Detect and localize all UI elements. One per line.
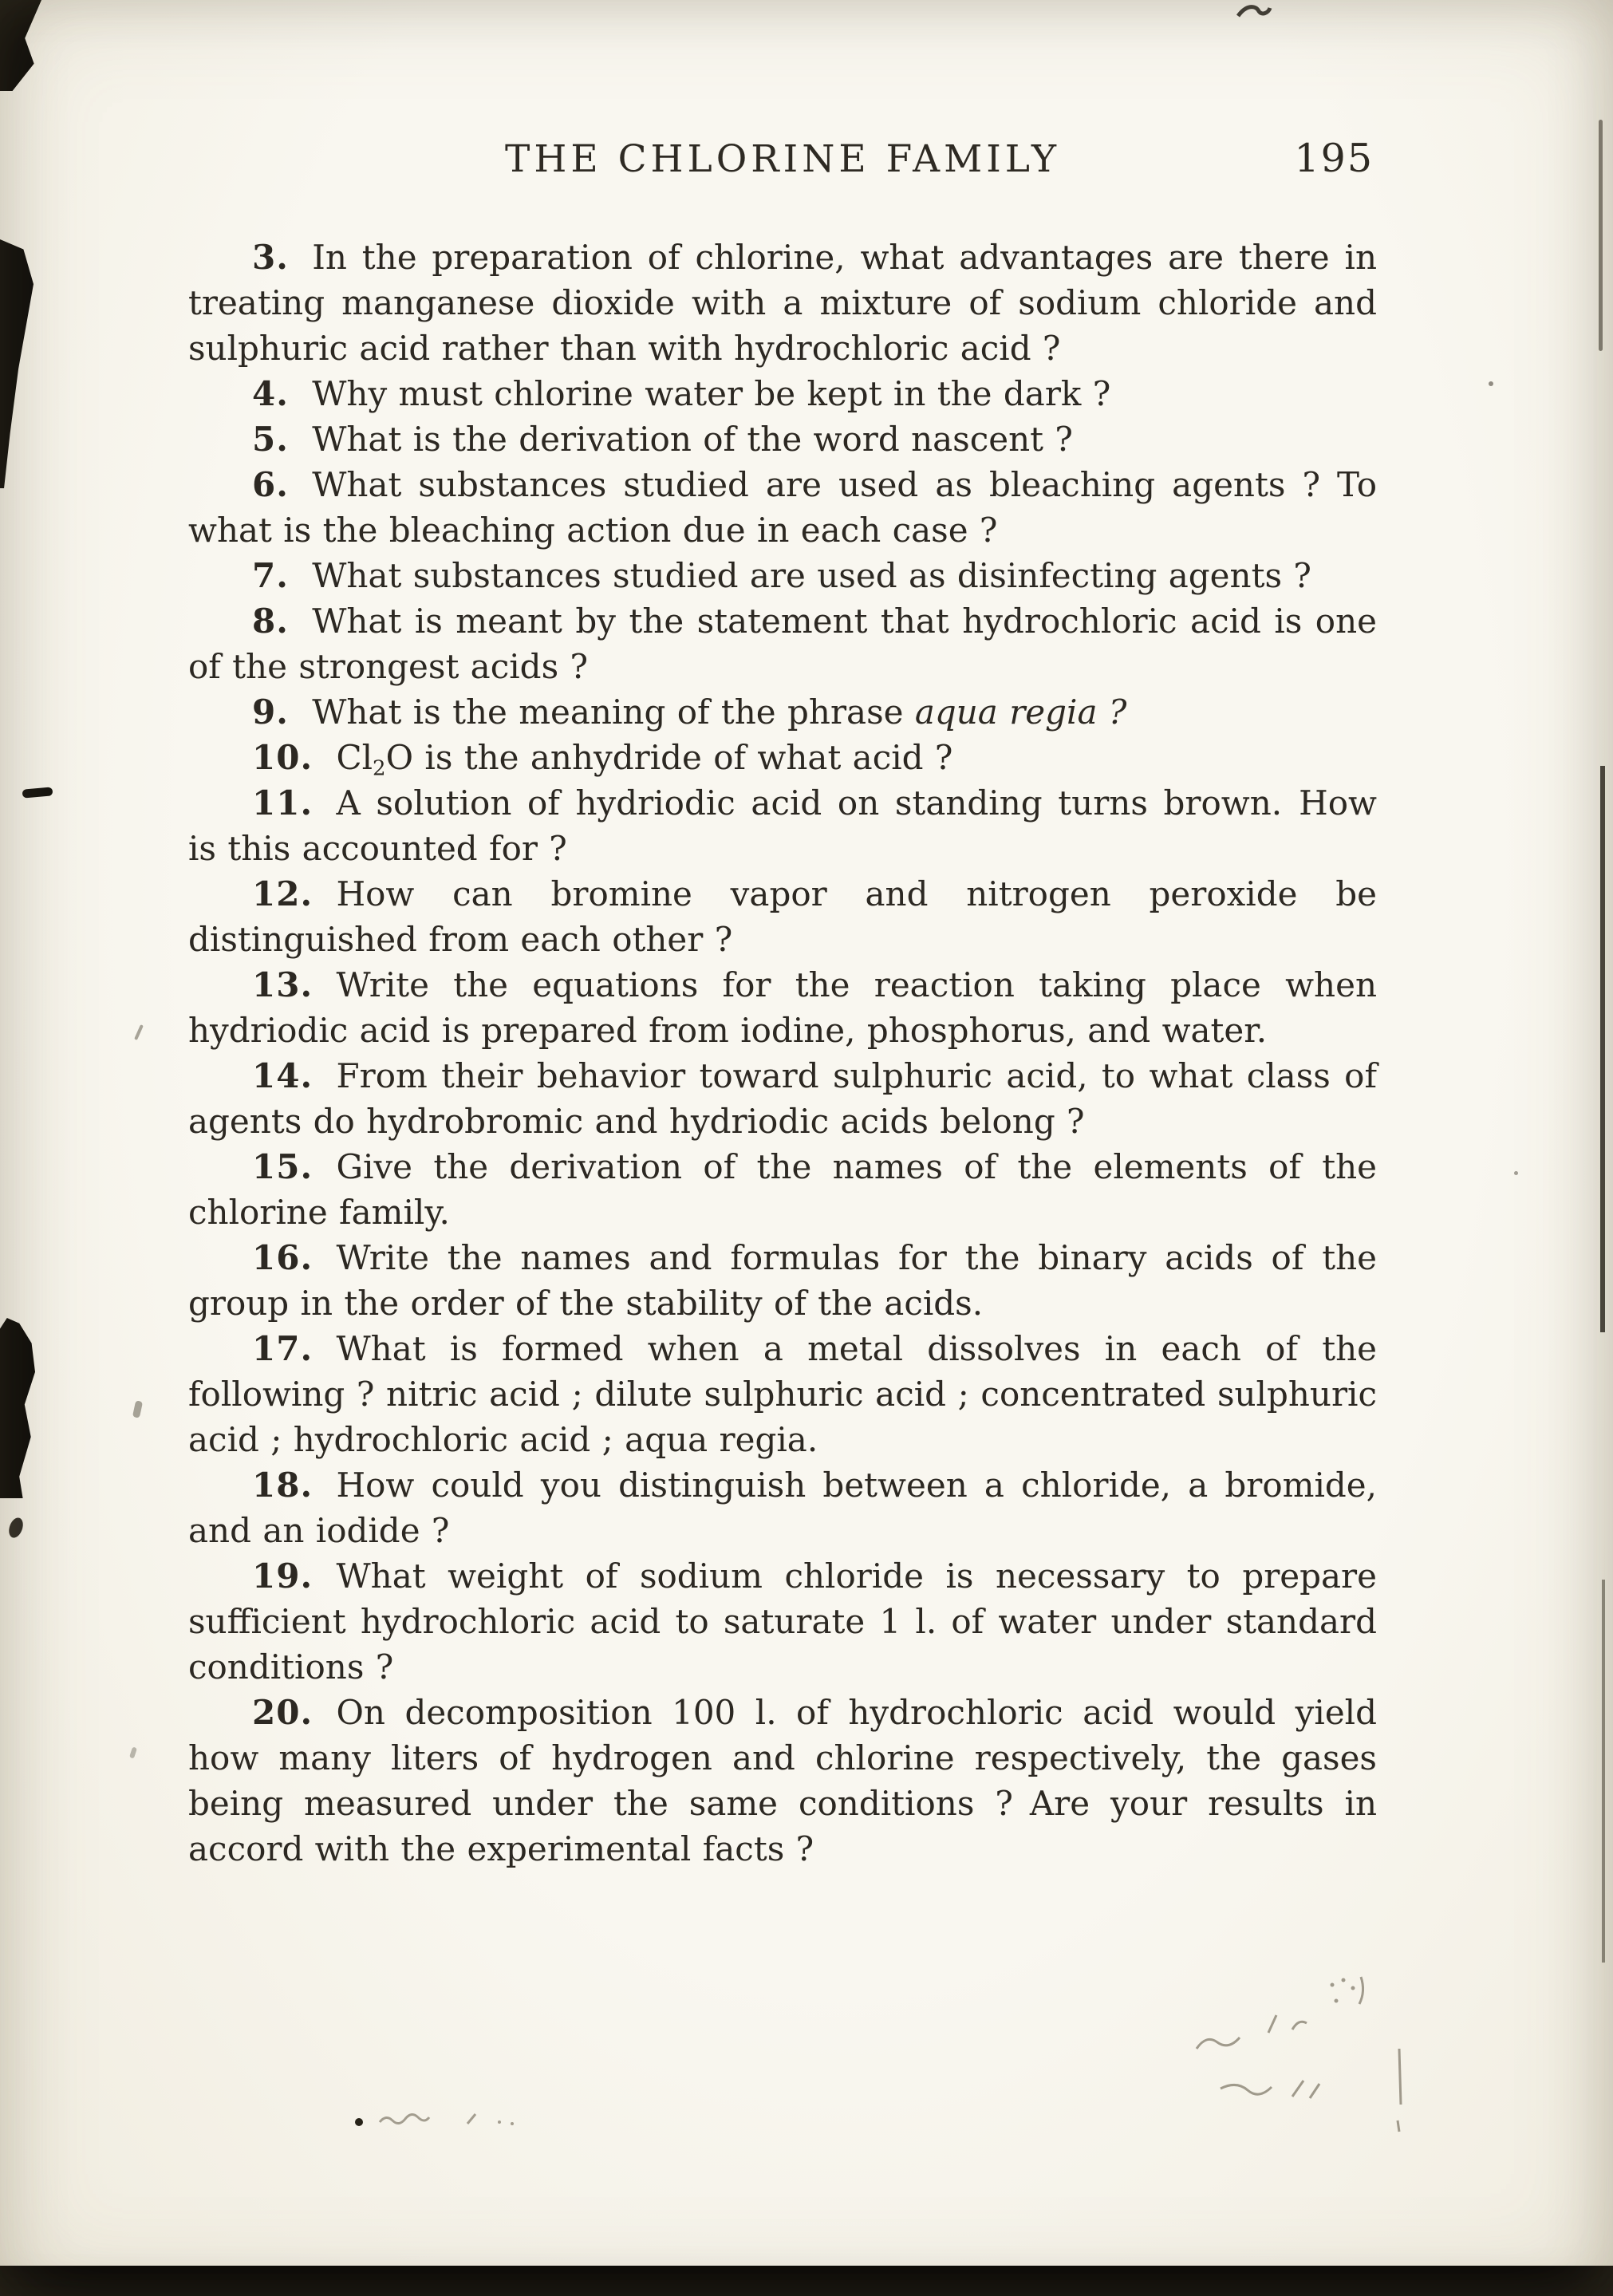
question-number: 7.: [252, 556, 289, 595]
question-7: [188, 553, 1377, 598]
question-number: 17.: [252, 1329, 314, 1368]
question-text: Write the equations for the reaction taking place when hydriodic acid is prepared from iodine, phosphorus, and water.: [188, 965, 1377, 1050]
question-text: What is the derivation of the word nascent ?: [312, 420, 1073, 459]
running-title: THE CHLORINE FAMILY: [505, 137, 1060, 181]
scan-artifact-tick: [132, 1400, 143, 1418]
question-4: [188, 371, 1377, 416]
scan-artifact-bottom-marks: [348, 2103, 531, 2138]
scan-artifact-dot: [1489, 381, 1493, 386]
question-number: 3.: [252, 238, 289, 277]
question-text: How could you distinguish between a chloride, a bromide, and an iodide ?: [188, 1466, 1377, 1550]
question-number: 18.: [252, 1466, 314, 1505]
question-number: 10.: [252, 738, 314, 777]
question-number: 4.: [252, 374, 289, 413]
question-12: [188, 871, 1377, 962]
question-11: [188, 780, 1377, 871]
question-text: A solution of hydriodic acid on standing turns brown. How is this accounted for ?: [188, 783, 1377, 868]
question-number: 12.: [252, 874, 314, 913]
question-20: [188, 1690, 1377, 1872]
scan-artifact-top-scribble: [1235, 2, 1273, 22]
question-text: Write the names and formulas for the binary acids of the group in the order of the stability of the acids.: [188, 1238, 1377, 1323]
question-number: 16.: [252, 1238, 314, 1277]
question-text: How can bromine vapor and nitrogen peroxide be distinguished from each other ?: [188, 874, 1377, 959]
question-text: Give the derivation of the names of the elements of the chlorine family.: [188, 1147, 1377, 1232]
question-13: [188, 962, 1377, 1053]
question-14: [188, 1053, 1377, 1144]
question-3: [188, 235, 1377, 371]
question-number: 6.: [252, 465, 289, 504]
scan-artifact-edge-line: [1600, 766, 1605, 1332]
question-text: What is the meaning of the phrase: [312, 692, 915, 732]
scan-artifact-margin-dash: [22, 787, 53, 798]
question-16: [188, 1235, 1377, 1326]
question-number: 20.: [252, 1693, 314, 1732]
question-number: 13.: [252, 965, 314, 1004]
question-18: [188, 1462, 1377, 1553]
question-text: 2: [373, 756, 386, 781]
question-number: 11.: [252, 783, 314, 823]
scan-artifact-dot: [1514, 1171, 1518, 1175]
scan-artifact-speck: [6, 1516, 26, 1540]
question-19: [188, 1553, 1377, 1690]
scan-artifact-binding-blot: [0, 239, 34, 488]
question-number: 19.: [252, 1556, 314, 1596]
scan-artifact-corner-blot: [0, 0, 41, 91]
questions-section: [188, 235, 1377, 1872]
scan-artifact-bottom-bar: [0, 2266, 1613, 2296]
questions-list: [188, 235, 1377, 1872]
scan-artifact-edge-line: [1602, 1580, 1605, 1963]
question-8: [188, 598, 1377, 689]
question-text: Cl: [336, 738, 373, 777]
page-number: 195: [1294, 136, 1374, 181]
question-text: What substances studied are used as bleaching agents ? To what is the bleaching action due in each case ?: [188, 465, 1377, 550]
question-number: 15.: [252, 1147, 314, 1186]
scan-artifact-slash: [134, 1024, 144, 1040]
question-6: [188, 462, 1377, 553]
question-5: [188, 416, 1377, 462]
scan-artifact-edge-line: [1599, 120, 1603, 351]
question-text: On decomposition 100 l. of hydrochloric acid would yield how many liters of hydrogen and chlorine respectively, the gases being measured under the same conditions ? Are your results in accord with the experimental facts ?: [188, 1693, 1377, 1868]
scan-artifact-binding-blot2: [0, 1318, 35, 1498]
question-text: From their behavior toward sulphuric acid, to what class of agents do hydrobromic and hydriodic acids belong ?: [188, 1056, 1377, 1141]
question-number: 8.: [252, 602, 289, 641]
question-15: [188, 1144, 1377, 1235]
scan-artifact-comma: [129, 1746, 137, 1758]
question-text: What substances studied are used as disinfecting agents ?: [312, 556, 1311, 595]
question-10: [188, 735, 1377, 780]
question-text: Why must chlorine water be kept in the dark ?: [312, 374, 1111, 413]
question-number: 9.: [252, 692, 289, 732]
question-9: [188, 689, 1377, 735]
question-text: aqua regia ?: [914, 692, 1127, 732]
question-text: In the preparation of chlorine, what advantages are there in treating manganese dioxide with a mixture of sodium chloride and sulphuric acid rather than with hydrochloric acid ?: [188, 238, 1377, 368]
question-17: [188, 1326, 1377, 1462]
question-text: What is formed when a metal dissolves in each of the following ? nitric acid ; dilute sulphuric acid ; concentrated sulphuric acid ; hydrochloric acid ; aqua regia.: [188, 1329, 1377, 1459]
question-number: 5.: [252, 420, 289, 459]
scan-artifact-pencil-marks: [1173, 1953, 1412, 2136]
question-number: 14.: [252, 1056, 314, 1095]
question-text: O is the anhydride of what acid ?: [385, 738, 953, 777]
question-text: What weight of sodium chloride is necessary to prepare sufficient hydrochloric acid to saturate 1 l. of water under standard conditions ?: [188, 1556, 1377, 1686]
question-text: What is meant by the statement that hydrochloric acid is one of the strongest acids ?: [188, 602, 1377, 686]
page-header: [188, 137, 1377, 188]
